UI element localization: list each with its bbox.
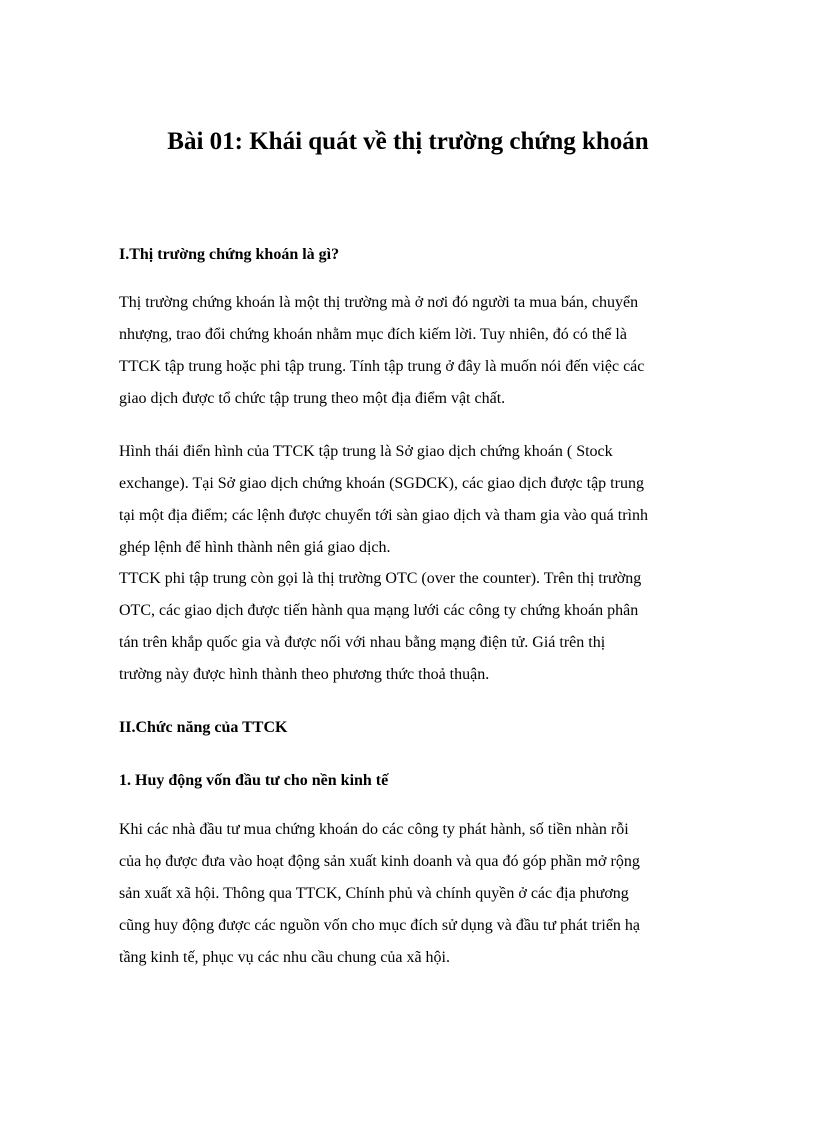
- text-line: sản xuất xã hội. Thông qua TTCK, Chính phủ và chính quyền ở các địa phương: [119, 885, 629, 902]
- text-line: tán trên khắp quốc gia và được nối với nhau bằng mạng điện tử. Giá trên thị: [119, 634, 606, 651]
- subsection-heading-capital-mobilization: 1. Huy động vốn đầu tư cho nền kinh tế: [119, 772, 389, 789]
- text-line: cũng huy động được các nguồn vốn cho mục đích sử dụng và đầu tư phát triển hạ: [119, 917, 641, 934]
- document-title: Bài 01: Khái quát về thị trường chứng khoán: [167, 128, 649, 155]
- text-line: Hình thái điển hình của TTCK tập trung là Sở giao dịch chứng khoán ( Stock: [119, 443, 613, 460]
- text-line: ghép lệnh để hình thành nên giá giao dịch.: [119, 539, 391, 556]
- text-line: exchange). Tại Sở giao dịch chứng khoán (SGDCK), các giao dịch được tập trung: [119, 475, 644, 492]
- section-heading-what-is-stock-market: I.Thị trường chứng khoán là gì?: [119, 246, 340, 263]
- text-line: của họ được đưa vào hoạt động sản xuất kinh doanh và qua đó góp phần mở rộng: [119, 853, 640, 870]
- section-heading-functions: II.Chức năng của TTCK: [119, 719, 288, 736]
- text-line: giao dịch được tổ chức tập trung theo một địa điểm vật chất.: [119, 390, 506, 407]
- text-line: TTCK phi tập trung còn gọi là thị trường OTC (over the counter). Trên thị trường: [119, 570, 642, 587]
- text-line: tầng kinh tế, phục vụ các nhu cầu chung của xã hội.: [119, 949, 450, 966]
- text-line: Khi các nhà đầu tư mua chứng khoán do các công ty phát hành, số tiền nhàn rỗi: [119, 821, 629, 838]
- text-line: Thị trường chứng khoán là một thị trường mà ở nơi đó người ta mua bán, chuyển: [119, 294, 639, 311]
- text-line: trường này được hình thành theo phương thức thoả thuận.: [119, 666, 490, 683]
- text-line: TTCK tập trung hoặc phi tập trung. Tính tập trung ở đây là muốn nói đến việc các: [119, 358, 645, 375]
- text-line: nhượng, trao đổi chứng khoán nhằm mục đích kiếm lời. Tuy nhiên, đó có thể là: [119, 326, 627, 343]
- text-line: tại một địa điểm; các lệnh được chuyển tới sàn giao dịch và tham gia vào quá trình: [119, 507, 648, 524]
- text-line: OTC, các giao dịch được tiến hành qua mạng lưới các công ty chứng khoán phân: [119, 602, 639, 619]
